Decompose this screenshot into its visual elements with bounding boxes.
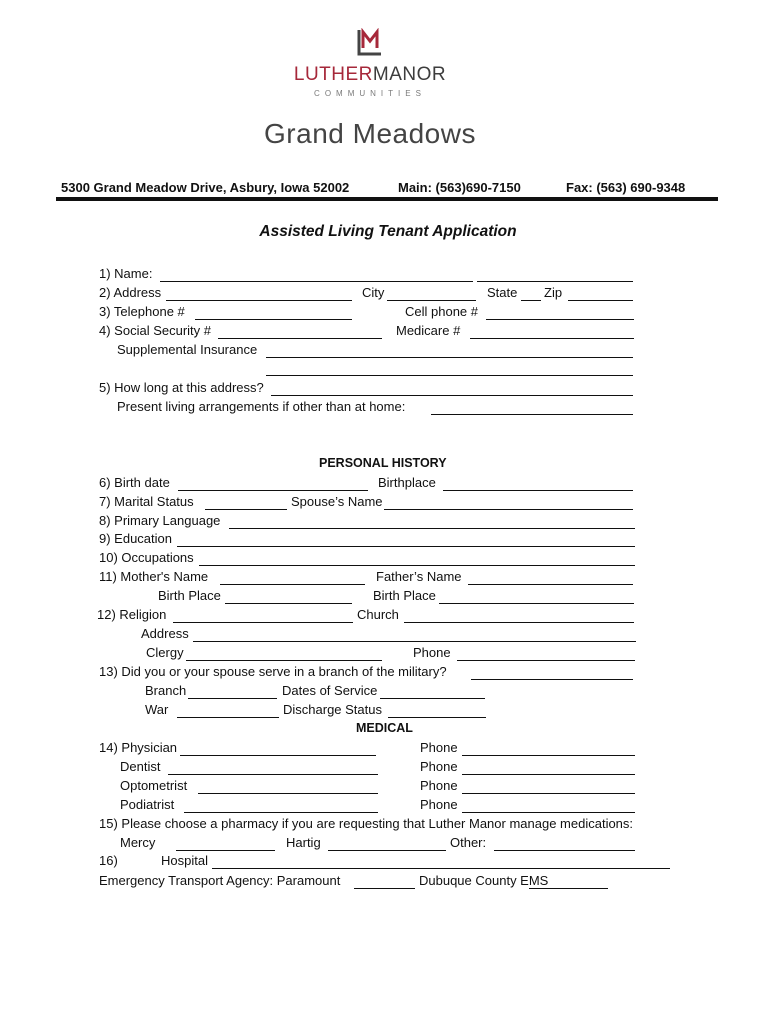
other-pharmacy-field[interactable] <box>494 850 635 851</box>
primary-language-field[interactable] <box>229 528 635 529</box>
birth-date-label: 6) Birth date <box>99 475 170 490</box>
dubuque-ems-field[interactable] <box>529 888 608 889</box>
optometrist-label: Optometrist <box>120 778 188 793</box>
mercy-field[interactable] <box>176 850 275 851</box>
dates-of-service-label: Dates of Service <box>282 683 378 698</box>
marital-status-field[interactable] <box>205 509 287 510</box>
spouse-name-field[interactable] <box>384 509 633 510</box>
branch-label: Branch <box>145 683 187 698</box>
optometrist-field[interactable] <box>198 793 378 794</box>
birth-date-field[interactable] <box>178 490 368 491</box>
mother-birthplace-field[interactable] <box>225 603 352 604</box>
brand-name: LUTHERMANOR <box>293 64 447 85</box>
war-field[interactable] <box>177 717 279 718</box>
mother-name-field[interactable] <box>220 584 365 585</box>
state-field[interactable] <box>521 300 541 301</box>
clergy-field[interactable] <box>186 660 382 661</box>
father-birthplace-label: Birth Place <box>373 588 436 603</box>
physician-phone-label: Phone <box>420 740 458 755</box>
occupations-field[interactable] <box>199 565 635 566</box>
medicare-label: Medicare # <box>396 323 461 338</box>
occupations-label: 10) Occupations <box>99 550 194 565</box>
religion-field[interactable] <box>173 622 353 623</box>
address-label: 2) Address <box>99 285 162 300</box>
dentist-label: Dentist <box>120 759 161 774</box>
church-field[interactable] <box>404 622 634 623</box>
ssn-field[interactable] <box>218 338 382 339</box>
facility-address: 5300 Grand Meadow Drive, Asbury, Iowa 52002 <box>61 180 350 195</box>
military-label: 13) Did you or your spouse serve in a branch of the military? <box>99 664 447 679</box>
facility-name: Grand Meadows <box>264 118 476 149</box>
hartig-field[interactable] <box>328 850 446 851</box>
how-long-label: 5) How long at this address? <box>99 380 264 395</box>
birthplace-label: Birthplace <box>378 475 436 490</box>
zip-label: Zip <box>544 285 563 300</box>
education-label: 9) Education <box>99 531 172 546</box>
mother-birthplace-label: Birth Place <box>158 588 221 603</box>
present-living-label: Present living arrangements if other than at home: <box>117 399 406 414</box>
fax-number: Fax: (563) 690-9348 <box>566 180 686 195</box>
supplemental-field-2[interactable] <box>266 375 633 376</box>
discharge-status-label: Discharge Status <box>283 702 382 717</box>
medical-heading: MEDICAL <box>356 721 413 735</box>
paramount-field[interactable] <box>354 888 415 889</box>
mercy-label: Mercy <box>120 835 156 850</box>
father-name-field[interactable] <box>468 584 633 585</box>
address-field[interactable] <box>166 300 352 301</box>
branch-field[interactable] <box>188 698 277 699</box>
luther-manor-logo-icon <box>357 28 383 56</box>
religion-label: 12) Religion <box>97 607 167 622</box>
podiatrist-label: Podiatrist <box>120 797 175 812</box>
hartig-label: Hartig <box>286 835 321 850</box>
present-living-field[interactable] <box>431 414 633 415</box>
name-field-extra[interactable] <box>477 281 633 282</box>
state-label: State <box>487 285 518 300</box>
clergy-label: Clergy <box>146 645 184 660</box>
cell-phone-field[interactable] <box>486 319 634 320</box>
podiatrist-phone-label: Phone <box>420 797 458 812</box>
church-address-label: Address <box>141 626 189 641</box>
header-divider <box>56 197 718 201</box>
dentist-phone-label: Phone <box>420 759 458 774</box>
supplemental-label: Supplemental Insurance <box>117 342 258 357</box>
optometrist-phone-label: Phone <box>420 778 458 793</box>
transport-agency-label: Emergency Transport Agency: Paramount <box>99 873 341 888</box>
question-16-label: 16) <box>99 853 118 868</box>
telephone-field[interactable] <box>195 319 352 320</box>
optometrist-phone-field[interactable] <box>462 793 635 794</box>
discharge-status-field[interactable] <box>388 717 486 718</box>
education-field[interactable] <box>177 546 635 547</box>
telephone-label: 3) Telephone # <box>99 304 185 319</box>
father-name-label: Father’s Name <box>376 569 462 584</box>
birthplace-field[interactable] <box>443 490 633 491</box>
father-birthplace-field[interactable] <box>439 603 634 604</box>
ssn-label: 4) Social Security # <box>99 323 211 338</box>
military-field[interactable] <box>471 679 633 680</box>
city-field[interactable] <box>387 300 476 301</box>
medicare-field[interactable] <box>470 338 634 339</box>
mother-name-label: 11) Mother's Name <box>99 569 209 584</box>
dubuque-ems-label: Dubuque County EMS <box>419 873 549 888</box>
pharmacy-label: 15) Please choose a pharmacy if you are requesting that Luther Manor manage medications: <box>99 816 634 831</box>
name-field[interactable] <box>160 281 473 282</box>
clergy-phone-field[interactable] <box>457 660 635 661</box>
cell-phone-label: Cell phone # <box>405 304 478 319</box>
other-pharmacy-label: Other: <box>450 835 487 850</box>
name-label: 1) Name: <box>99 266 153 281</box>
primary-language-label: 8) Primary Language <box>99 513 221 528</box>
zip-field[interactable] <box>568 300 633 301</box>
physician-label: 14) Physician <box>99 740 178 755</box>
marital-status-label: 7) Marital Status <box>99 494 194 509</box>
clergy-phone-label: Phone <box>413 645 451 660</box>
podiatrist-field[interactable] <box>184 812 378 813</box>
city-label: City <box>362 285 385 300</box>
brand-subtitle: COMMUNITIES <box>314 89 426 98</box>
form-title: Assisted Living Tenant Application <box>259 223 517 240</box>
dentist-phone-field[interactable] <box>462 774 635 775</box>
podiatrist-phone-field[interactable] <box>462 812 635 813</box>
supplemental-field[interactable] <box>266 357 633 358</box>
hospital-field[interactable] <box>212 868 670 869</box>
dentist-field[interactable] <box>168 774 378 775</box>
spouse-name-label: Spouse’s Name <box>291 494 383 509</box>
physician-field[interactable] <box>180 755 376 756</box>
dates-of-service-field[interactable] <box>380 698 485 699</box>
how-long-field[interactable] <box>271 395 633 396</box>
personal-history-heading: PERSONAL HISTORY <box>319 456 447 470</box>
hospital-label: Hospital <box>161 853 208 868</box>
church-label: Church <box>357 607 399 622</box>
war-label: War <box>145 702 169 717</box>
church-address-field[interactable] <box>193 641 636 642</box>
main-phone: Main: (563)690-7150 <box>398 180 521 195</box>
physician-phone-field[interactable] <box>462 755 635 756</box>
